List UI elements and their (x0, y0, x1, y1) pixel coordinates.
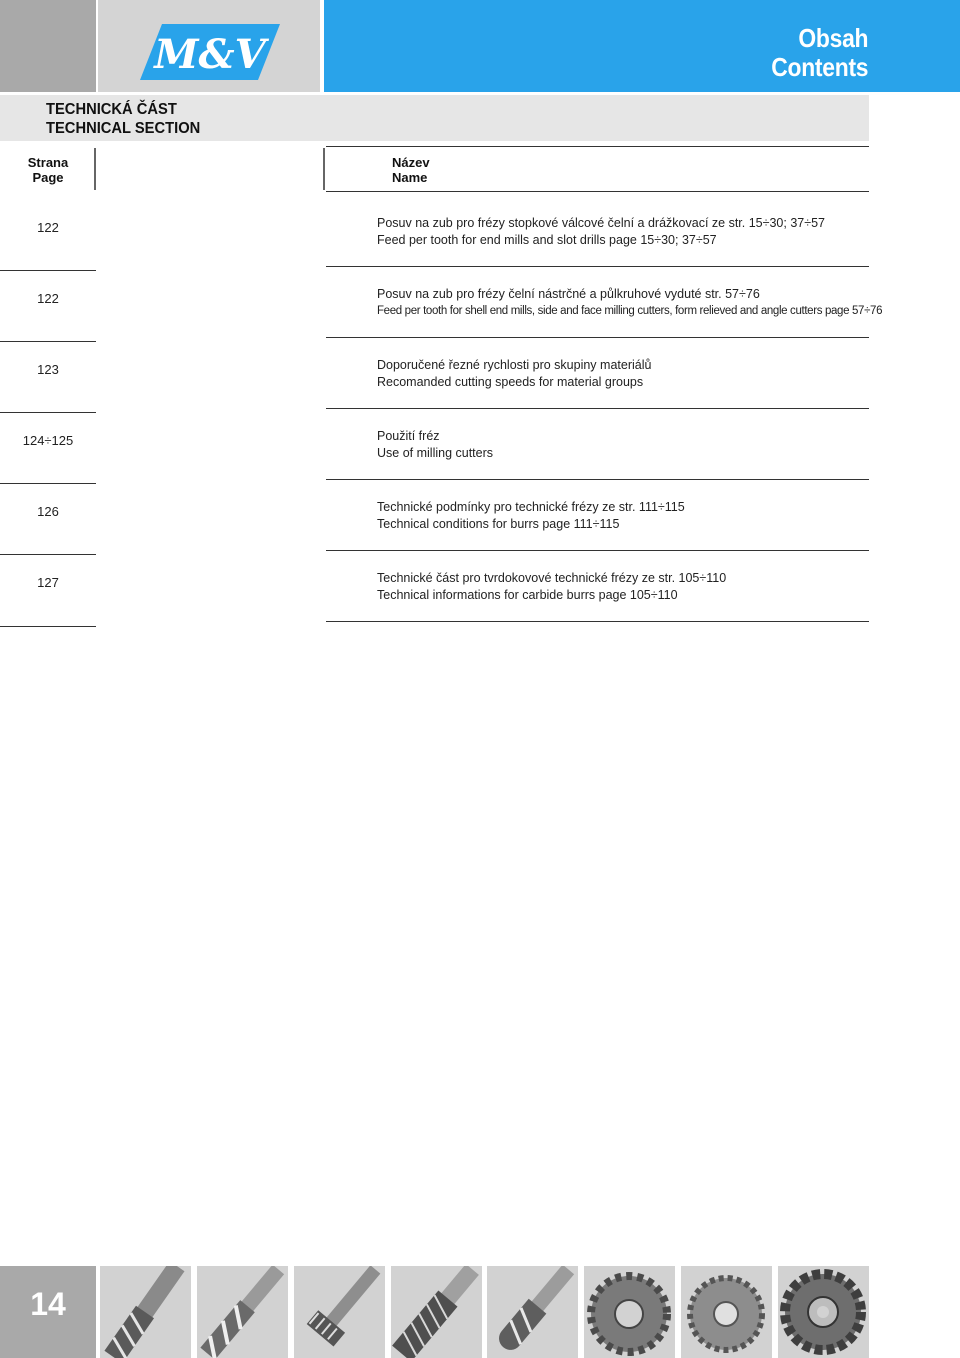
logo-panel (98, 0, 320, 92)
row-page-number: 122 (37, 291, 59, 306)
table-row (377, 428, 493, 461)
row-page-number: 123 (37, 362, 59, 377)
table-rule (326, 146, 869, 147)
row-rule (326, 266, 869, 267)
company-logo (98, 0, 320, 92)
row-page-number: 126 (37, 504, 59, 519)
side-face-cutter-icon (584, 1266, 675, 1358)
page-title-cz: Obsah (798, 23, 868, 53)
ball-nose-mill-icon (487, 1266, 578, 1358)
row-rule (326, 408, 869, 409)
table-row (377, 215, 825, 248)
row-title-en: Technical informations for carbide burrs page 105÷110 (377, 587, 678, 602)
row-rule (0, 341, 96, 342)
table-rule (326, 191, 869, 192)
column-header-name-cz: Název (392, 155, 430, 170)
column-divider (323, 148, 325, 190)
table-row (377, 499, 685, 532)
row-rule (326, 337, 869, 338)
page-title (758, 24, 868, 82)
row-title-cz: Technické podmínky pro technické frézy ze str. 111÷115 (377, 500, 685, 514)
row-page-number: 124÷125 (22, 433, 74, 448)
column-divider (94, 148, 96, 190)
column-header-page-cz: Strana (27, 155, 69, 170)
section-title (46, 100, 214, 138)
disc-cutter-icon (681, 1266, 772, 1358)
roughing-mill-icon (391, 1266, 482, 1358)
row-title-cz: Doporučené řezné rychlosti pro skupiny materiálů (377, 358, 652, 372)
t-slot-cutter-icon (294, 1266, 385, 1358)
column-header-name (392, 155, 430, 185)
row-rule (0, 270, 96, 271)
logo-text: M&V (154, 31, 266, 78)
row-title-en: Feed per tooth for shell end mills, side and face milling cutters, form relieved and angle cutters page 57÷76 (377, 304, 883, 317)
row-title-cz: Posuv na zub pro frézy čelní nástrčné a půlkruhové vyduté str. 57÷76 (377, 287, 760, 301)
column-header-page (0, 155, 96, 185)
row-title-en: Feed per tooth for end mills and slot drills page 15÷30; 37÷57 (377, 232, 717, 247)
row-title-cz: Použití fréz (377, 429, 440, 443)
column-header-name-en: Name (392, 170, 428, 185)
row-rule (0, 483, 96, 484)
page-number: 14 (30, 1286, 66, 1322)
table-row (377, 286, 882, 319)
section-title-en: TECHNICAL SECTION (46, 120, 201, 137)
row-title-en: Recomanded cutting speeds for material groups (377, 374, 644, 389)
row-page-number: 122 (37, 220, 59, 235)
column-header-page-en: Page (32, 170, 64, 185)
row-title-en: Use of milling cutters (377, 445, 494, 460)
row-title-cz: Technické část pro tvrdokovové technické frézy ze str. 105÷110 (377, 571, 727, 585)
header-grey-block (0, 0, 96, 92)
end-mill-icon (100, 1266, 191, 1358)
row-title-cz: Posuv na zub pro frézy stopkové válcové čelní a drážkovací ze str. 15÷30; 37÷57 (377, 216, 825, 230)
row-rule (326, 550, 869, 551)
page-title-en: Contents (770, 52, 868, 82)
row-rule (326, 479, 869, 480)
section-title-cz: TECHNICKÁ ČÁST (46, 101, 177, 118)
row-page-number: 127 (37, 575, 59, 590)
row-rule (0, 412, 96, 413)
table-row (377, 570, 726, 603)
row-rule (326, 621, 869, 622)
gear-cutter-icon (778, 1266, 869, 1358)
table-row (377, 357, 651, 390)
row-rule (0, 626, 96, 627)
row-rule (0, 554, 96, 555)
row-title-en: Technical conditions for burrs page 111÷115 (377, 516, 620, 531)
twist-drill-icon (197, 1266, 288, 1358)
